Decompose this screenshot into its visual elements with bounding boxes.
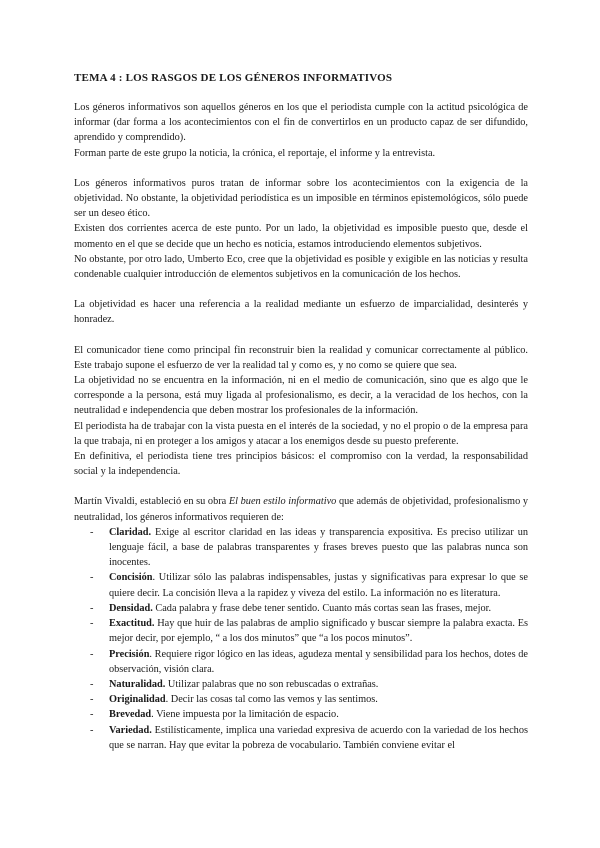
paragraph-three-principles: En definitiva, el periodista tiene tres principios básicos: el compromiso con la verdad, la responsabilidad social y la independencia. <box>74 451 528 478</box>
list-dash: - <box>90 602 94 614</box>
list-item <box>90 677 528 692</box>
paragraph-gap <box>74 479 528 494</box>
list-dash: - <box>90 678 94 690</box>
list-dash: - <box>90 648 94 660</box>
list-item <box>90 647 528 677</box>
paragraph-group-members: Forman parte de este grupo la noticia, la crónica, el reportaje, el informe y la entrevista. <box>74 147 436 159</box>
list-item <box>90 601 528 616</box>
document-title: TEMA 4 : LOS RASGOS DE LOS GÉNEROS INFORMATIVOS <box>74 72 393 84</box>
list-item <box>90 723 528 753</box>
list-dash: - <box>90 526 94 538</box>
list-text: . Viene impuesta por la limitación de espacio. <box>151 709 339 721</box>
list-term: Originalidad <box>109 694 166 706</box>
list-item <box>90 707 528 722</box>
paragraph-definition: Los géneros informativos son aquellos géneros en los que el periodista cumple con la actitud psicológica de informar (dar forma a los acontecimientos con el fin de convertirlos en un producto capaz de ser difundido, aprendido y comprendido). <box>74 102 528 144</box>
paragraph-umberto-eco: No obstante, por otro lado, Umberto Eco, cree que la objetividad es posible y exigible en las noticias y resulta condenable cualquier introducción de elementos subjetivos en la comunicación de los hechos. <box>74 253 528 281</box>
paragraph-communicator: El comunicador tiene como principal fin reconstruir bien la realidad y comunicar correctamente al público. Este trabajo supone el esfuerzo de ver la realidad tal y como es, y no como se quiere que sea. <box>74 344 528 371</box>
list-text: Utilizar palabras que no son rebuscadas o extrañas. <box>165 678 379 690</box>
list-term: Precisión <box>109 648 150 660</box>
paragraph-vivaldi <box>74 494 528 524</box>
paragraph-gap <box>74 282 528 297</box>
list-term: Naturalidad. <box>109 678 166 690</box>
list-item <box>90 692 528 707</box>
list-dash: - <box>90 694 94 706</box>
vivaldi-rest: que además de objetividad, profesionalismo y neutralidad, los géneros informativos requieren de: <box>74 496 529 523</box>
list-item <box>90 616 528 646</box>
list-term: Brevedad <box>109 709 152 721</box>
list-item <box>90 525 528 571</box>
book-title: El buen estilo informativo <box>228 496 337 508</box>
list-term: Densidad. <box>109 602 153 614</box>
paragraph-journalist-interest: El periodista ha de trabajar con la vista puesta en el interés de la sociedad, y no el propio o de la empresa para la que trabaja, ni en proteger a los amigos y atacar a los enemigos desde su puesto preferente. <box>74 420 528 447</box>
list-term: Concisión <box>109 572 153 584</box>
list-dash: - <box>90 709 94 721</box>
vivaldi-intro: Martín Vivaldi, estableció en su obra <box>74 496 229 508</box>
paragraph-two-currents: Existen dos corrientes acerca de este punto. Por un lado, la objetividad es imposible puesto que, desde el momento en el que se decide que un hecho es noticia, estamos introduciendo elementos subjetivos. <box>74 223 528 250</box>
list-term: Exactitud. <box>109 618 155 630</box>
list-term: Claridad. <box>109 526 152 538</box>
list-text: . Decir las cosas tal como las vemos y las sentimos. <box>165 694 378 706</box>
list-text: Cada palabra y frase debe tener sentido. Cuanto más cortas sean las frases, mejor. <box>152 602 492 614</box>
list-text: Estilísticamente, implica una variedad expresiva de acuerdo con la variedad de los hechos que se narran. Hay que evitar la pobreza de vocabulario. También conviene evitar el <box>109 724 528 751</box>
paragraph-objectivity-definition: La objetividad es hacer una referencia a la realidad mediante un esfuerzo de imparcialidad, desinterés y honradez. <box>74 299 528 326</box>
paragraph-objectivity-pure: Los géneros informativos puros tratan de informar sobre los acontecimientos con la exigencia de la objetividad. No obstante, la objetividad periodística es un imposible en términos epistemológicos, sólo puede ser un deseo ético. <box>74 177 528 220</box>
list-item <box>90 570 528 600</box>
paragraph-gap <box>74 161 528 176</box>
list-term: Variedad. <box>109 724 152 736</box>
list-dash: - <box>90 724 94 736</box>
paragraph-gap <box>74 328 528 343</box>
list-text: Exige al escritor claridad en las ideas y transparencia expositiva. Es preciso utilizar un lenguaje fácil, a base de palabras transparentes y frases breves puesto que las palabras nunca son inocentes. <box>109 526 528 569</box>
list-text: . Utilizar sólo las palabras indispensables, justas y significativas para expresar lo que se quiere decir. La concisión lleva a la rapidez y viveza del estilo. La información no es literatura. <box>109 572 528 599</box>
paragraph-objectivity-person: La objetividad no se encuentra en la información, ni en el medio de comunicación, sino que es algo que le corresponde a la persona, está muy ligada al profesionalismo, es decir, a la veracidad de los hechos, con la neutralidad e independencia que deben mostrar los profesionales de la información. <box>74 375 528 417</box>
list-text: Hay que huir de las palabras de amplio significado y buscar siempre la palabra exacta. Es mejor decir, por ejemplo, “ a los dos minutos” que “a los pocos minutos”. <box>109 618 528 645</box>
list-text: . Requiere rigor lógico en las ideas, agudeza mental y sensibilidad para los hechos, dotes de observación, visión clara. <box>109 648 528 675</box>
list-dash: - <box>90 572 94 584</box>
list-dash: - <box>90 618 94 630</box>
requirements-list <box>74 525 528 753</box>
